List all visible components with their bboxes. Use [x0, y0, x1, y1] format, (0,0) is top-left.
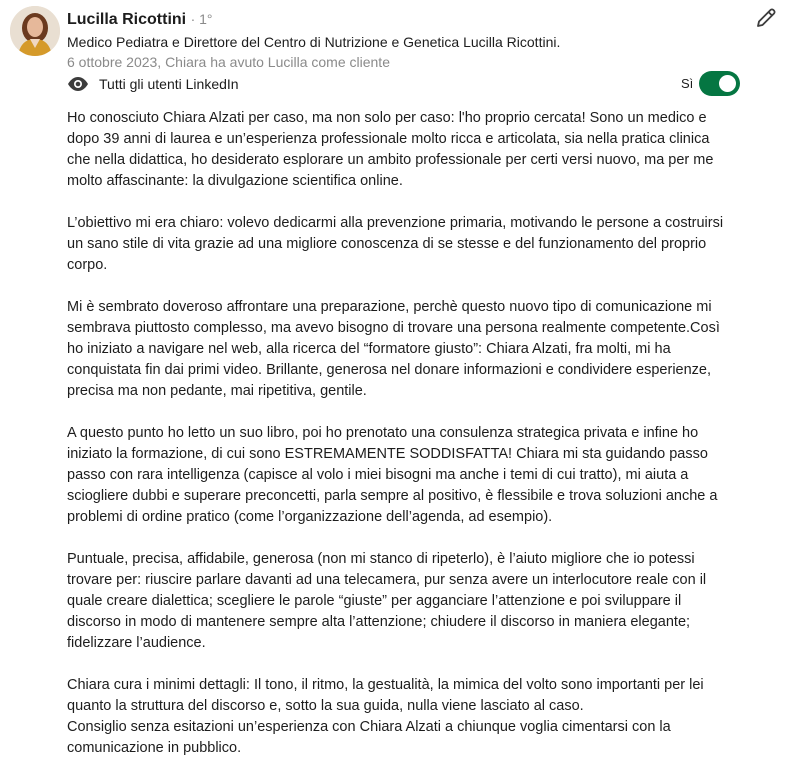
recommendation-paragraph: [67, 423, 757, 528]
visibility-label: Tutti gli utenti LinkedIn: [99, 76, 239, 92]
text-line: sembrava piuttosto complesso, ma avevo bisogno di trovare una persona realmente competente.Così: [67, 320, 720, 336]
author-headline: Medico Pediatra e Direttore del Centro di Nutrizione e Genetica Lucilla Ricottini.: [67, 34, 561, 50]
avatar[interactable]: [10, 6, 60, 56]
recommendation-paragraph: [67, 108, 757, 192]
pencil-icon[interactable]: [754, 6, 778, 30]
text-line: trovare per: riuscire parlare davanti ad una telecamera, pur senza avere un interlocutore reale con il: [67, 572, 707, 588]
text-line: quanto la struttura del discorso e, sotto la sua guida, nulla viene lasciato al caso.: [67, 698, 584, 714]
text-line: che nella didattica, ho desiderato esplorare un ambito professionale per certi versi nuovo, ma per me: [67, 152, 714, 168]
eye-icon: [67, 76, 89, 92]
text-line: precisa ma non pedante, mai ripetitiva, gentile.: [67, 383, 367, 399]
text-line: sciogliere dubbi e superare preconcetti, parla sempre al positivo, è flessibile e trova soluzioni anche a: [67, 488, 718, 504]
toggle-state-label: Sì: [681, 76, 694, 91]
visibility-setting: [67, 74, 239, 94]
text-line: Consiglio senza esitazioni un’esperienza con Chiara Alzati a chiunque voglia cimentarsi con la: [67, 719, 671, 735]
recommendation-paragraph: [67, 675, 757, 759]
recommendation-meta: 6 ottobre 2023, Chiara ha avuto Lucilla come cliente: [67, 54, 390, 70]
visibility-toggle[interactable]: [699, 71, 740, 96]
text-line: Ho conosciuto Chiara Alzati per caso, ma non solo per caso: l'ho proprio cercata! Sono un medico e: [67, 110, 707, 126]
text-line: quale creare dialettica; scegliere le parole “giuste” per agganciare l’attenzione e poi sviluppare il: [67, 593, 682, 609]
text-line: Mi è sembrato doveroso affrontare una preparazione, perchè questo nuovo tipo di comunicazione mi: [67, 299, 712, 315]
text-line: A questo punto ho letto un suo libro, poi ho prenotato una consulenza strategica privata e infine ho: [67, 425, 699, 441]
recommendation-text: [67, 108, 757, 780]
recommendation-paragraph: [67, 213, 757, 276]
text-line: conquistata fin dai primi video. Brillante, generosa nel donare informazioni e condividere esperienze,: [67, 362, 712, 378]
toggle-knob: [717, 73, 738, 94]
recommendation-paragraph: [67, 549, 757, 654]
author-name-row: [67, 9, 213, 30]
text-line: discorso in modo di mantenere sempre alta l’attenzione; chiudere il discorso in maniera elegante;: [67, 614, 691, 630]
text-line: molto affascinante: la divulgazione scientifica online.: [67, 173, 403, 189]
text-line: ho iniziato a navigare nel web, alla ricerca del “formatore giusto”: Chiara Alzati, fra molti, mi ha: [67, 341, 671, 357]
text-line: iniziato la formazione, di cui sono ESTREMAMENTE SODDISFATTA! Chiara mi sta guidando passo: [67, 446, 708, 462]
author-name[interactable]: Lucilla Ricottini: [67, 11, 187, 28]
text-line: corpo.: [67, 257, 108, 273]
profile-photo: [10, 6, 60, 56]
text-line: Chiara cura i minimi dettagli: Il tono, il ritmo, la gestualità, la mimica del volto sono importanti per lei: [67, 677, 704, 693]
text-line: dopo 39 anni di laurea e un’esperienza professionale molto ricca e articolata, sia nella pratica clinica: [67, 131, 710, 147]
text-line: un sano stile di vita grazie ad una migliore conoscenza di se stesse e del funzionamento del proprio: [67, 236, 707, 252]
text-line: comunicazione in pubblico.: [67, 740, 242, 756]
text-line: passo con rara intelligenza (capisce al volo i miei bisogni ma anche i temi di cui tratto), mi aiuta a: [67, 467, 689, 483]
text-line: Puntuale, precisa, affidabile, generosa (non mi stanco di ripeterlo), è l’aiuto migliore che io potessi: [67, 551, 695, 567]
recommendation-paragraph: [67, 297, 757, 402]
connection-degree: · 1°: [190, 11, 213, 27]
text-line: fidelizzare l’audience.: [67, 635, 206, 651]
text-line: problemi di ordine pratico (come l’organizzazione dell’agenda, ad esempio).: [67, 509, 553, 525]
text-line: L’obiettivo mi era chiaro: volevo dedicarmi alla prevenzione primaria, motivando le persone a costruirsi: [67, 215, 724, 231]
